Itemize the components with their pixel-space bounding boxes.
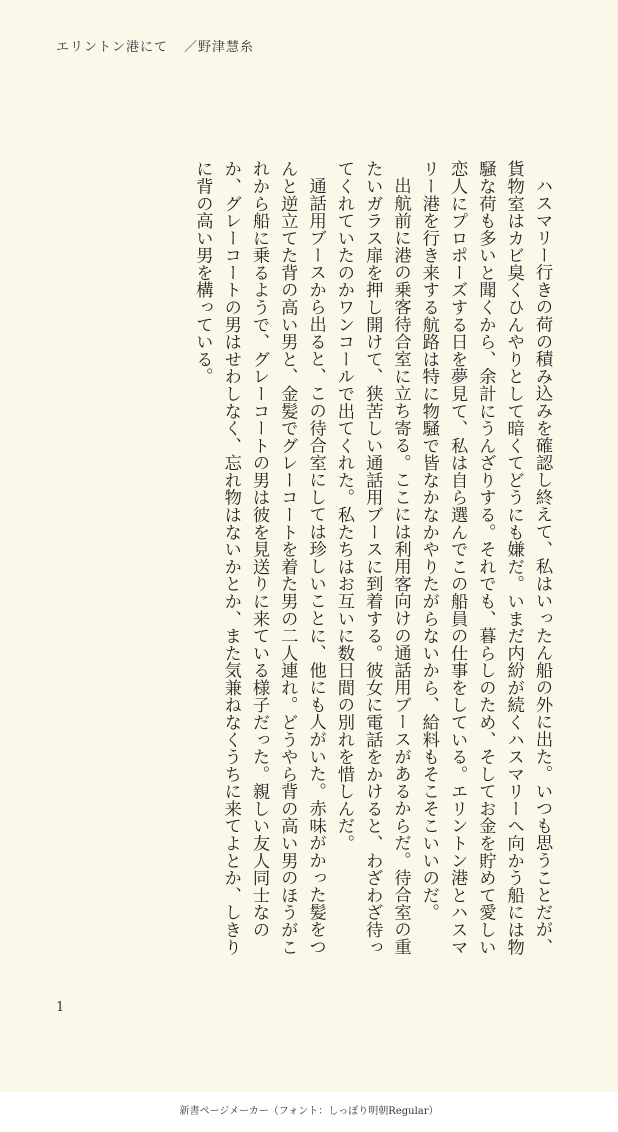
- story-body: [188, 160, 556, 970]
- paragraph: 通話用ブースから出ると、この待合室にしては珍しいことに、他にも人がいた。赤味がかった髪をつんと逆立てた背の高い男と、金髪でグレーコートを着た男の二人連れ。どうやら背の高い男のほうがこれから船に乗るようで、グレーコートの男は彼を見送りに来ている様子だった。親しい友人同士なのか、グレーコートの男はせわしなく、忘れ物はないかとか、また気兼ねなくうちに来てよとか、しきりに背の高い男を構っている。: [192, 160, 326, 956]
- footer-credit: 新書ページメーカー（フォント：しっぽり明朝Regular）: [179, 1106, 439, 1117]
- story-title: エリントン港にて: [56, 40, 169, 55]
- paragraph: 出航前に港の乗客待合室に立ち寄る。ここには利用客向けの通話用ブースがあるからだ。待合室の重たいガラス扉を押し開けて、狭苦しい通話用ブースに到着する。彼女に電話をかけると、わざわざ待ってくれていたのかワンコールで出てくれた。私たちはお互いに数日間の別れを惜しんだ。: [333, 160, 411, 956]
- paragraph: ハスマリー行きの荷の積み込みを確認し終えて、私はいったん船の外に出た。いつも思うことだが、貨物室はカビ臭くひんやりとして暗くてどうにも嫌だ。いまだ内紛が続くハスマリーへ向かう船には物騒な荷も多いと聞くから、余計にうんざりする。それでも、暮らしのため、そしてお金を貯めて愛しい恋人にプロポーズする日を夢見て、私は自ら選んでこの船員の仕事をしている。エリントン港とハスマリー港を行き来する航路は特に物騒で皆なかなかやりたがらないから、給料もそこそこいいのだ。: [418, 160, 552, 956]
- page-number: 1: [56, 1000, 65, 1015]
- footer: [0, 1092, 618, 1132]
- author-name: ／野津慧糸: [184, 40, 255, 55]
- page-header: [56, 36, 254, 55]
